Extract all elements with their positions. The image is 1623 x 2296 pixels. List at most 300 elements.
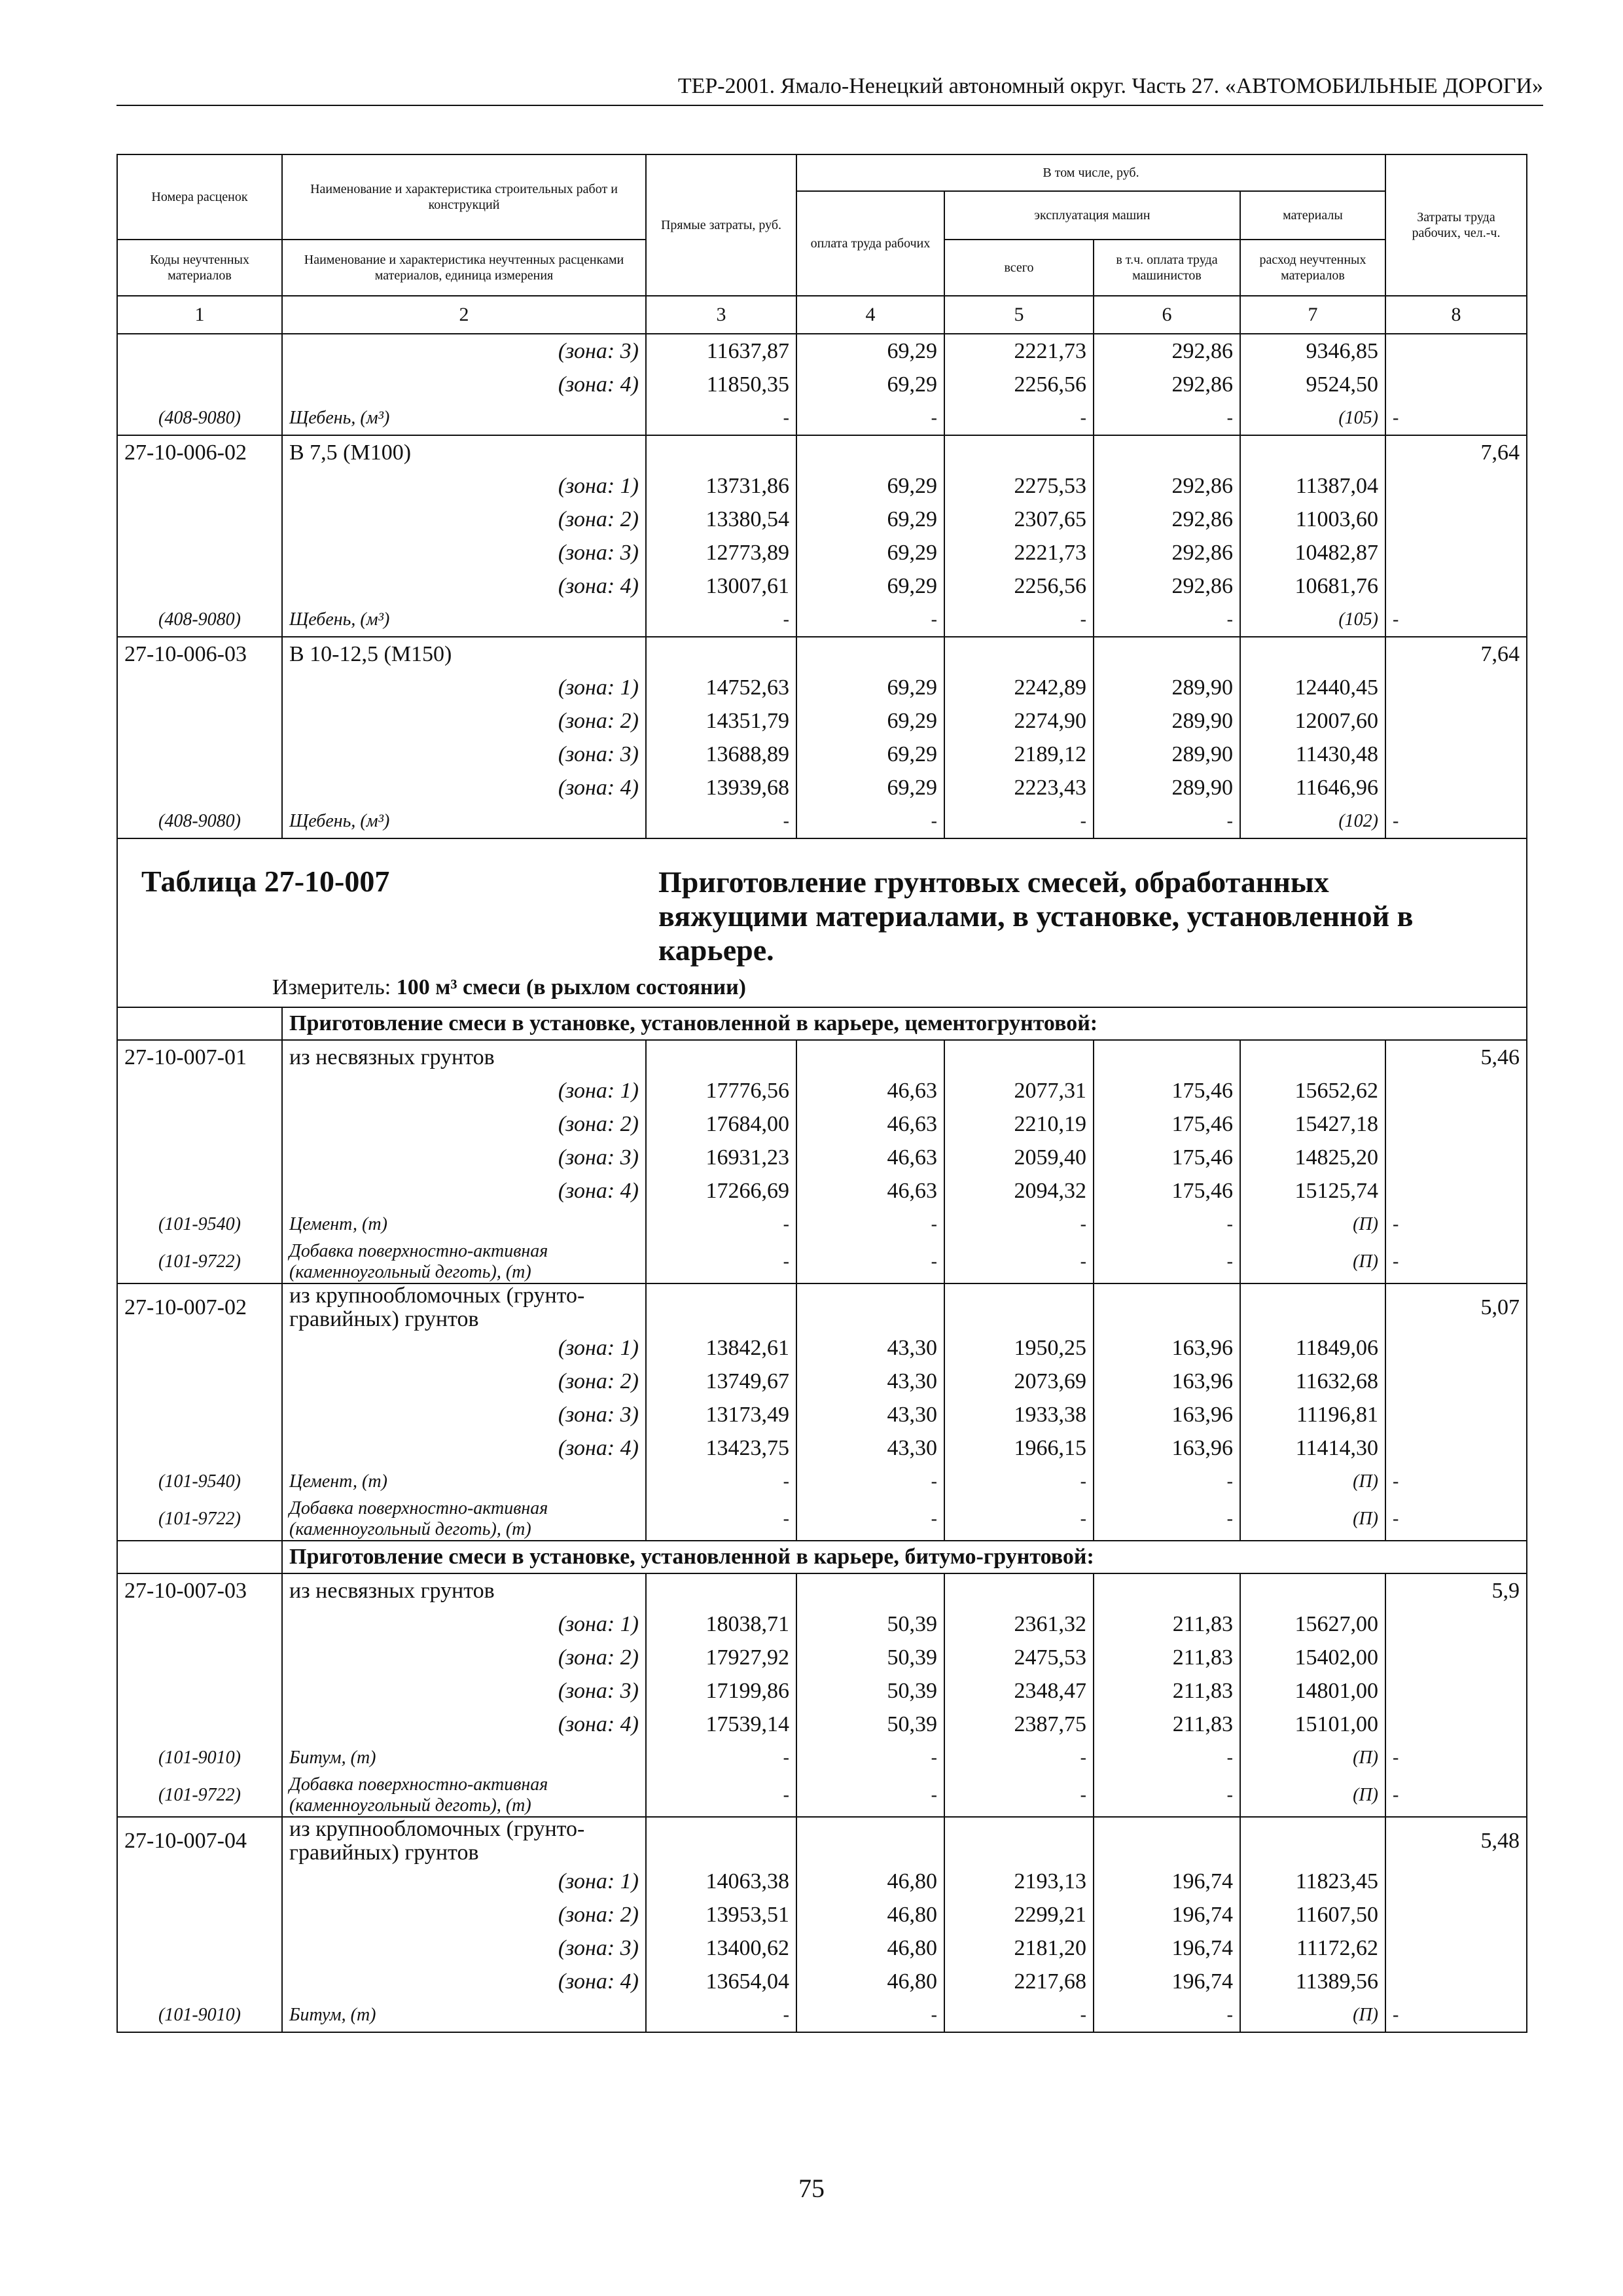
zone-row	[117, 1931, 1527, 1965]
column-number: 7	[1240, 296, 1385, 334]
page-number: 75	[798, 2174, 825, 2203]
direct-costs: -	[646, 804, 796, 838]
machines-total: -	[944, 1774, 1094, 1817]
direct-costs: -	[646, 1498, 796, 1541]
machinist-pay: 163,96	[1094, 1365, 1240, 1398]
materials-cost: 11607,50	[1240, 1898, 1385, 1931]
empty-cell	[117, 671, 282, 704]
empty-cell	[117, 1074, 282, 1107]
empty-cell	[646, 637, 796, 671]
empty-cell	[117, 1865, 282, 1898]
materials-cost: 15652,62	[1240, 1074, 1385, 1107]
empty-cell	[1385, 469, 1527, 503]
section-title: Приготовление смеси в установке, установленной в карьере, цементогрунтовой:	[282, 1007, 1527, 1040]
empty-cell	[1094, 1817, 1240, 1865]
material-code: (408-9080)	[117, 401, 282, 435]
empty-cell	[1240, 637, 1385, 671]
rates-table	[116, 154, 1527, 2033]
material-consumption: (П)	[1240, 1498, 1385, 1541]
material-consumption: (П)	[1240, 1741, 1385, 1774]
materials-cost: 12007,60	[1240, 704, 1385, 738]
zone-row	[117, 671, 1527, 704]
worker-pay: 46,80	[796, 1931, 944, 1965]
machines-total: 2242,89	[944, 671, 1094, 704]
material-code: (408-9080)	[117, 804, 282, 838]
zone-row	[117, 536, 1527, 569]
material-row	[117, 1465, 1527, 1498]
rate-row	[117, 1573, 1527, 1607]
empty-cell	[796, 1283, 944, 1331]
header-machines: эксплуатация машин	[944, 191, 1240, 240]
machinist-pay: 292,86	[1094, 368, 1240, 401]
rate-row	[117, 1817, 1527, 1865]
empty-cell	[1385, 1641, 1527, 1674]
direct-costs: 14351,79	[646, 704, 796, 738]
zone-label: (зона: 3)	[282, 1141, 646, 1174]
direct-costs: -	[646, 1774, 796, 1817]
machinist-pay: 196,74	[1094, 1965, 1240, 1998]
worker-pay: -	[796, 1741, 944, 1774]
materials-cost: 11003,60	[1240, 503, 1385, 536]
machinist-pay: 175,46	[1094, 1174, 1240, 1208]
worker-pay: 69,29	[796, 671, 944, 704]
materials-cost: 12440,45	[1240, 671, 1385, 704]
materials-cost: 10681,76	[1240, 569, 1385, 603]
rate-code: 27-10-007-03	[117, 1573, 282, 1607]
labor-costs: -	[1385, 1741, 1527, 1774]
material-name: Щебень, (м³)	[282, 603, 646, 637]
worker-pay: 69,29	[796, 368, 944, 401]
materials-cost: 15101,00	[1240, 1708, 1385, 1741]
empty-cell	[117, 569, 282, 603]
rate-name: В 10-12,5 (М150)	[282, 637, 646, 671]
header-material-consumption: расход неучтенных материалов	[1240, 240, 1385, 296]
zone-label: (зона: 2)	[282, 704, 646, 738]
table-body-bottom	[117, 1007, 1527, 2032]
machines-total: 2299,21	[944, 1898, 1094, 1931]
zone-row	[117, 1607, 1527, 1641]
empty-cell	[117, 771, 282, 804]
section-row	[117, 1541, 1527, 1573]
column-numbers-row	[117, 296, 1527, 334]
empty-cell	[1385, 1708, 1527, 1741]
machinist-pay: 175,46	[1094, 1141, 1240, 1174]
material-row	[117, 1241, 1527, 1283]
direct-costs: -	[646, 401, 796, 435]
empty-cell	[117, 1898, 282, 1931]
material-row	[117, 401, 1527, 435]
empty-cell	[117, 1708, 282, 1741]
empty-cell	[646, 1573, 796, 1607]
material-code: (101-9010)	[117, 1741, 282, 1774]
zone-row	[117, 368, 1527, 401]
zone-label: (зона: 1)	[282, 1074, 646, 1107]
zone-label: (зона: 3)	[282, 1398, 646, 1431]
machines-total: 2387,75	[944, 1708, 1094, 1741]
zone-label: (зона: 4)	[282, 771, 646, 804]
zone-row	[117, 1141, 1527, 1174]
empty-cell	[1385, 1674, 1527, 1708]
labor-costs: -	[1385, 804, 1527, 838]
material-row	[117, 1208, 1527, 1241]
materials-cost: 11823,45	[1240, 1865, 1385, 1898]
empty-cell	[117, 1641, 282, 1674]
machinist-pay: 175,46	[1094, 1074, 1240, 1107]
machinist-pay: -	[1094, 1774, 1240, 1817]
header-direct-costs: Прямые затраты, руб.	[646, 154, 796, 296]
direct-costs: 13953,51	[646, 1898, 796, 1931]
empty-cell	[117, 1107, 282, 1141]
empty-cell	[117, 1607, 282, 1641]
column-number: 8	[1385, 296, 1527, 334]
worker-pay: -	[796, 1465, 944, 1498]
zone-label: (зона: 4)	[282, 1708, 646, 1741]
machines-total: -	[944, 1241, 1094, 1283]
meter-line	[118, 967, 1526, 1007]
header-machines-total: всего	[944, 240, 1094, 296]
worker-pay: 69,29	[796, 738, 944, 771]
empty-cell	[944, 637, 1094, 671]
worker-pay: 46,80	[796, 1865, 944, 1898]
machines-total: 2094,32	[944, 1174, 1094, 1208]
zone-row	[117, 738, 1527, 771]
worker-pay: 69,29	[796, 536, 944, 569]
zone-row	[117, 1074, 1527, 1107]
rate-row	[117, 1283, 1527, 1331]
column-number: 1	[117, 296, 282, 334]
empty-cell	[1385, 1107, 1527, 1141]
empty-cell	[944, 1283, 1094, 1331]
empty-cell	[646, 435, 796, 469]
material-row	[117, 1741, 1527, 1774]
empty-cell	[1385, 334, 1527, 368]
empty-cell	[1385, 368, 1527, 401]
rate-row	[117, 435, 1527, 469]
direct-costs: 13749,67	[646, 1365, 796, 1398]
material-name: Битум, (т)	[282, 1741, 646, 1774]
machines-total: 2307,65	[944, 503, 1094, 536]
empty-cell	[1094, 637, 1240, 671]
machines-total: 2256,56	[944, 368, 1094, 401]
direct-costs: -	[646, 1741, 796, 1774]
rate-name: В 7,5 (М100)	[282, 435, 646, 469]
machines-total: -	[944, 1998, 1094, 2032]
machinist-pay: 292,86	[1094, 569, 1240, 603]
machines-total: 1950,25	[944, 1331, 1094, 1365]
header-work-name: Наименование и характеристика строительных работ и конструкций	[282, 154, 646, 240]
machinist-pay: 292,86	[1094, 334, 1240, 368]
empty-cell	[117, 1431, 282, 1465]
materials-cost: 14825,20	[1240, 1141, 1385, 1174]
zone-row	[117, 1674, 1527, 1708]
worker-pay: -	[796, 1208, 944, 1241]
rate-code: 27-10-007-02	[117, 1283, 282, 1331]
empty-cell	[1385, 1607, 1527, 1641]
header-labor-costs: Затраты труда рабочих, чел.-ч.	[1385, 154, 1527, 296]
machinist-pay: -	[1094, 804, 1240, 838]
empty-cell	[117, 738, 282, 771]
direct-costs: 13007,61	[646, 569, 796, 603]
machinist-pay: 289,90	[1094, 738, 1240, 771]
direct-costs: 17199,86	[646, 1674, 796, 1708]
worker-pay: 46,63	[796, 1141, 944, 1174]
machines-total: 1966,15	[944, 1431, 1094, 1465]
empty-cell	[117, 334, 282, 368]
machines-total: 2181,20	[944, 1931, 1094, 1965]
header-materials: материалы	[1240, 191, 1385, 240]
worker-pay: 43,30	[796, 1365, 944, 1398]
empty-cell	[1240, 1573, 1385, 1607]
table-header	[117, 154, 1527, 334]
machinist-pay: 211,83	[1094, 1641, 1240, 1674]
machinist-pay: 175,46	[1094, 1107, 1240, 1141]
running-head: ТЕР-2001. Ямало-Ненецкий автономный округ. Часть 27. «АВТОМОБИЛЬНЫЕ ДОРОГИ»	[116, 72, 1543, 106]
zone-label: (зона: 1)	[282, 671, 646, 704]
material-code: (408-9080)	[117, 603, 282, 637]
material-consumption: (П)	[1240, 1208, 1385, 1241]
labor-costs: -	[1385, 603, 1527, 637]
materials-cost: 11387,04	[1240, 469, 1385, 503]
zone-row	[117, 569, 1527, 603]
meter-value: 100 м³ смеси (в рыхлом состоянии)	[396, 975, 746, 999]
empty-cell	[796, 1573, 944, 1607]
worker-pay: 50,39	[796, 1708, 944, 1741]
empty-cell	[646, 1283, 796, 1331]
machinist-pay: 196,74	[1094, 1865, 1240, 1898]
labor-costs: 5,9	[1385, 1573, 1527, 1607]
labor-costs: 7,64	[1385, 637, 1527, 671]
machinist-pay: 196,74	[1094, 1931, 1240, 1965]
materials-cost: 11172,62	[1240, 1931, 1385, 1965]
empty-cell	[1240, 435, 1385, 469]
worker-pay: 46,80	[796, 1898, 944, 1931]
material-row	[117, 1774, 1527, 1817]
table-title-block	[117, 838, 1527, 1007]
material-code: (101-9722)	[117, 1774, 282, 1817]
labor-costs: -	[1385, 1208, 1527, 1241]
labor-costs: 5,48	[1385, 1817, 1527, 1865]
machines-total: 2274,90	[944, 704, 1094, 738]
worker-pay: 43,30	[796, 1331, 944, 1365]
zone-row	[117, 1331, 1527, 1365]
machinist-pay: -	[1094, 1741, 1240, 1774]
empty-cell	[1240, 1283, 1385, 1331]
machinist-pay: -	[1094, 603, 1240, 637]
direct-costs: 14752,63	[646, 671, 796, 704]
empty-cell	[1385, 1398, 1527, 1431]
direct-costs: -	[646, 1465, 796, 1498]
column-number: 6	[1094, 296, 1240, 334]
zone-row	[117, 771, 1527, 804]
materials-cost: 15125,74	[1240, 1174, 1385, 1208]
worker-pay: 69,29	[796, 771, 944, 804]
zone-row	[117, 1865, 1527, 1898]
zone-row	[117, 1174, 1527, 1208]
empty-cell	[117, 1365, 282, 1398]
machinist-pay: 196,74	[1094, 1898, 1240, 1931]
empty-cell	[1385, 704, 1527, 738]
materials-cost: 9524,50	[1240, 368, 1385, 401]
material-code: (101-9010)	[117, 1998, 282, 2032]
machines-total: 2221,73	[944, 334, 1094, 368]
empty-cell	[944, 1817, 1094, 1865]
header-including: В том числе, руб.	[796, 154, 1385, 191]
worker-pay: 69,29	[796, 334, 944, 368]
worker-pay: -	[796, 1498, 944, 1541]
machines-total: 2223,43	[944, 771, 1094, 804]
material-consumption: (102)	[1240, 804, 1385, 838]
material-code: (101-9722)	[117, 1241, 282, 1283]
machinist-pay: -	[1094, 1465, 1240, 1498]
direct-costs: 12773,89	[646, 536, 796, 569]
empty-cell	[944, 435, 1094, 469]
zone-label: (зона: 1)	[282, 469, 646, 503]
worker-pay: 69,29	[796, 503, 944, 536]
machines-total: -	[944, 1498, 1094, 1541]
materials-cost: 9346,85	[1240, 334, 1385, 368]
worker-pay: 46,63	[796, 1107, 944, 1141]
zone-row	[117, 1398, 1527, 1431]
material-name: Щебень, (м³)	[282, 401, 646, 435]
worker-pay: 50,39	[796, 1674, 944, 1708]
worker-pay: 50,39	[796, 1607, 944, 1641]
zone-label: (зона: 2)	[282, 1107, 646, 1141]
empty-cell	[117, 1331, 282, 1365]
rate-row	[117, 1040, 1527, 1074]
empty-cell	[944, 1040, 1094, 1074]
zone-label: (зона: 3)	[282, 1931, 646, 1965]
material-row	[117, 603, 1527, 637]
empty-cell	[1385, 1431, 1527, 1465]
labor-costs: 5,07	[1385, 1283, 1527, 1331]
zone-label: (зона: 2)	[282, 503, 646, 536]
material-name: Добавка поверхностно-активная (каменноугольный деготь), (т)	[282, 1498, 646, 1541]
direct-costs: 17927,92	[646, 1641, 796, 1674]
material-row	[117, 1498, 1527, 1541]
zone-label: (зона: 3)	[282, 334, 646, 368]
empty-cell	[117, 1965, 282, 1998]
direct-costs: -	[646, 1998, 796, 2032]
material-consumption: (П)	[1240, 1774, 1385, 1817]
empty-cell	[117, 1674, 282, 1708]
empty-cell	[646, 1040, 796, 1074]
machinist-pay: 211,83	[1094, 1674, 1240, 1708]
rate-code: 27-10-007-04	[117, 1817, 282, 1865]
machinist-pay: -	[1094, 1241, 1240, 1283]
labor-costs: -	[1385, 1498, 1527, 1541]
materials-cost: 14801,00	[1240, 1674, 1385, 1708]
column-number: 4	[796, 296, 944, 334]
empty-cell	[1385, 503, 1527, 536]
zone-row	[117, 1431, 1527, 1465]
empty-cell	[796, 637, 944, 671]
header-machinist-pay: в т.ч. оплата труда машинистов	[1094, 240, 1240, 296]
machines-total: 2361,32	[944, 1607, 1094, 1641]
materials-cost: 11849,06	[1240, 1331, 1385, 1365]
rate-code: 27-10-007-01	[117, 1040, 282, 1074]
material-name: Добавка поверхностно-активная (каменноугольный деготь), (т)	[282, 1241, 646, 1283]
zone-label: (зона: 2)	[282, 1898, 646, 1931]
material-consumption: (105)	[1240, 401, 1385, 435]
worker-pay: -	[796, 804, 944, 838]
zone-row	[117, 1965, 1527, 1998]
zone-row	[117, 469, 1527, 503]
labor-costs: -	[1385, 1241, 1527, 1283]
empty-cell	[117, 1174, 282, 1208]
material-code: (101-9540)	[117, 1465, 282, 1498]
material-name: Цемент, (т)	[282, 1208, 646, 1241]
direct-costs: 16931,23	[646, 1141, 796, 1174]
header-material-names: Наименование и характеристика неучтенных расценками материалов, единица измерения	[282, 240, 646, 296]
rate-name: из крупнообломочных (грунто-гравийных) грунтов	[282, 1817, 646, 1865]
empty-cell	[1240, 1040, 1385, 1074]
empty-cell	[1385, 1331, 1527, 1365]
material-name: Цемент, (т)	[282, 1465, 646, 1498]
materials-cost: 15427,18	[1240, 1107, 1385, 1141]
machinist-pay: 163,96	[1094, 1431, 1240, 1465]
materials-cost: 11632,68	[1240, 1365, 1385, 1398]
empty-cell	[1385, 1174, 1527, 1208]
machines-total: 1933,38	[944, 1398, 1094, 1431]
worker-pay: 50,39	[796, 1641, 944, 1674]
worker-pay: -	[796, 401, 944, 435]
empty-cell	[1385, 536, 1527, 569]
worker-pay: 46,63	[796, 1174, 944, 1208]
worker-pay: 69,29	[796, 569, 944, 603]
zone-row	[117, 334, 1527, 368]
machines-total: 2073,69	[944, 1365, 1094, 1398]
labor-costs: -	[1385, 1998, 1527, 2032]
direct-costs: 17539,14	[646, 1708, 796, 1741]
machinist-pay: 211,83	[1094, 1607, 1240, 1641]
empty-cell	[117, 503, 282, 536]
material-row	[117, 804, 1527, 838]
empty-cell	[117, 1141, 282, 1174]
direct-costs: -	[646, 1241, 796, 1283]
meter-label: Измеритель:	[272, 975, 391, 999]
rate-name: из несвязных грунтов	[282, 1040, 646, 1074]
material-consumption: (П)	[1240, 1998, 1385, 2032]
section-row	[117, 1007, 1527, 1040]
direct-costs: -	[646, 603, 796, 637]
material-row	[117, 1998, 1527, 2032]
worker-pay: -	[796, 1998, 944, 2032]
labor-costs: 5,46	[1385, 1040, 1527, 1074]
machinist-pay: 163,96	[1094, 1331, 1240, 1365]
zone-label: (зона: 2)	[282, 1641, 646, 1674]
machines-total: 2275,53	[944, 469, 1094, 503]
empty-cell	[1385, 671, 1527, 704]
header-worker-pay: оплата труда рабочих	[796, 191, 944, 296]
table-name: Приготовление грунтовых смесей, обработанных вяжущими материалами, в установке, установленной в карьере.	[658, 865, 1414, 967]
direct-costs: 11637,87	[646, 334, 796, 368]
empty-cell	[1385, 1074, 1527, 1107]
zone-label: (зона: 4)	[282, 1965, 646, 1998]
labor-costs: -	[1385, 1465, 1527, 1498]
machinist-pay: 292,86	[1094, 536, 1240, 569]
direct-costs: 13400,62	[646, 1931, 796, 1965]
materials-cost: 10482,87	[1240, 536, 1385, 569]
empty-cell	[117, 1931, 282, 1965]
direct-costs: 13380,54	[646, 503, 796, 536]
machinist-pay: 292,86	[1094, 469, 1240, 503]
worker-pay: 69,29	[796, 469, 944, 503]
material-name: Битум, (т)	[282, 1998, 646, 2032]
materials-cost: 15402,00	[1240, 1641, 1385, 1674]
section-title: Приготовление смеси в установке, установленной в карьере, битумо-грунтовой:	[282, 1541, 1527, 1573]
machines-total: -	[944, 1741, 1094, 1774]
worker-pay: -	[796, 603, 944, 637]
